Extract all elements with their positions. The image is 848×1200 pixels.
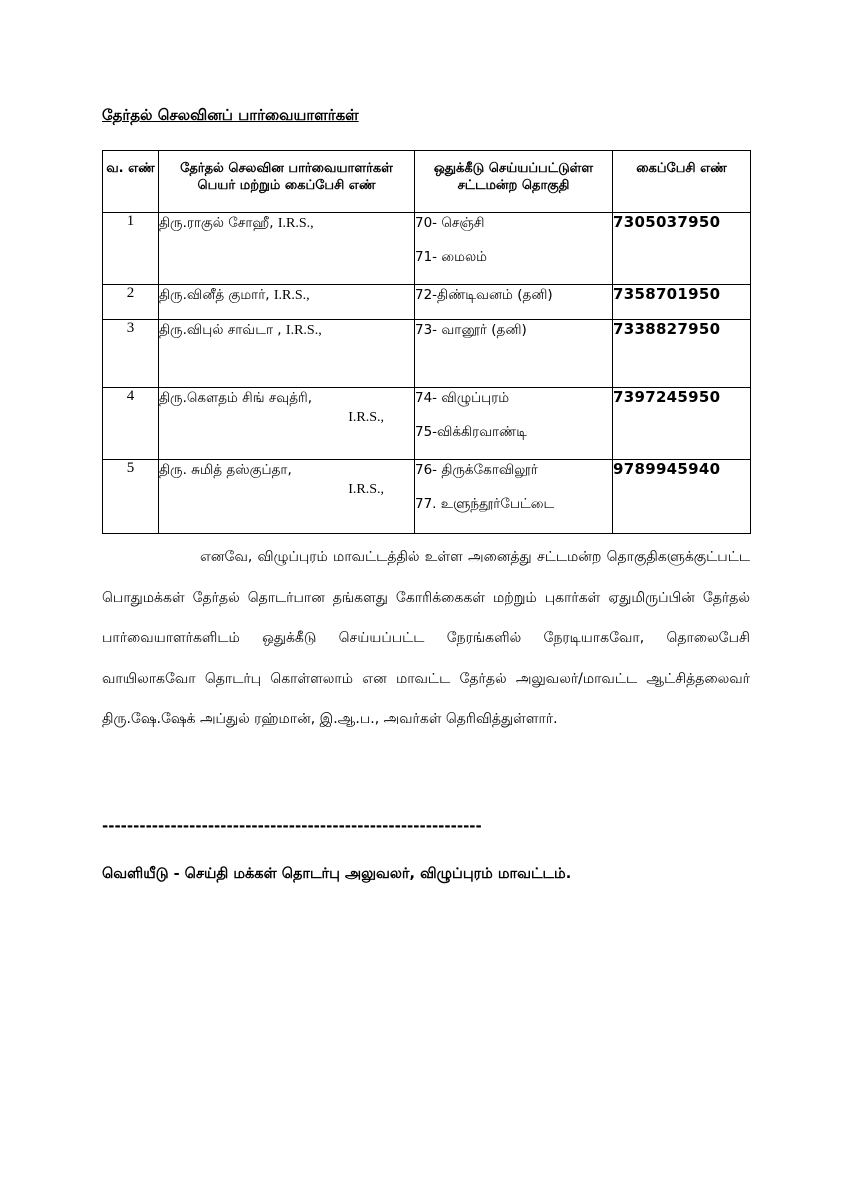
page-heading: தேர்தல் செலவினப் பார்வையாளர்கள் — [102, 106, 359, 124]
separator-line: ------------------------------------------------------------- — [102, 817, 482, 835]
table-row — [103, 320, 751, 388]
irs-suffix: I.R.S., — [348, 410, 384, 425]
constituency: 76- திருக்கோவிலூர் — [415, 462, 538, 478]
header-serial-no: வ. எண் — [103, 151, 159, 213]
constituency: 70- செஞ்சி — [415, 215, 485, 231]
phone-number: 9789945940 — [613, 460, 751, 534]
serial-no: 2 — [103, 285, 159, 320]
header-observer-name: தேர்தல் செலவின பார்வையாளர்கள் பெயர் மற்றும் கைப்பேசி எண் — [159, 151, 415, 213]
header-constituency: ஒதுக்கீடு செய்யப்பட்டுள்ள சட்டமன்ற தொகுதி — [415, 151, 613, 213]
release-footer: வெளியீடு - செய்தி மக்கள் தொடர்பு அலுவலர், விழுப்புரம் மாவட்டம். — [102, 866, 572, 882]
constituency: 71- மைலம் — [415, 249, 488, 265]
constituency-cell — [415, 460, 613, 534]
table-row — [103, 460, 751, 534]
irs-suffix: I.R.S., — [273, 288, 310, 303]
table-header-row — [103, 151, 751, 213]
phone-number: 7338827950 — [613, 320, 751, 388]
observer-name: திரு.ராகுல் சோஹீ, I.R.S., — [159, 213, 415, 285]
header-phone: கைப்பேசி எண் — [613, 151, 751, 213]
serial-no: 5 — [103, 460, 159, 534]
constituency: 75-விக்கிரவாண்டி — [415, 424, 527, 440]
serial-no: 1 — [103, 213, 159, 285]
observer-name: திரு.கௌதம் சிங் சவுத்ரி, I.R.S., — [159, 388, 415, 460]
observers-table — [102, 150, 751, 534]
irs-suffix: I.R.S., — [285, 323, 322, 338]
constituency: 74- விழுப்புரம் — [415, 390, 510, 406]
table-row — [103, 388, 751, 460]
phone-number: 7305037950 — [613, 213, 751, 285]
phone-number: 7397245950 — [613, 388, 751, 460]
serial-no: 4 — [103, 388, 159, 460]
observer-name: திரு.விபுல் சாவ்டா , I.R.S., — [159, 320, 415, 388]
constituency: 72-திண்டிவனம் (தனி) — [415, 287, 553, 303]
constituency: 73- வானூர் (தனி) — [415, 322, 527, 338]
table-row — [103, 285, 751, 320]
phone-number: 7358701950 — [613, 285, 751, 320]
observer-name: திரு. சுமித் தஸ்குப்தா, I.R.S., — [159, 460, 415, 534]
constituency-cell — [415, 388, 613, 460]
constituency: 77. உளுந்தூர்பேட்டை — [415, 496, 555, 512]
irs-suffix: I.R.S., — [348, 482, 384, 497]
observer-name: திரு.வினீத் குமார், I.R.S., — [159, 285, 415, 320]
announcement-paragraph — [102, 537, 750, 740]
constituency-cell — [415, 320, 613, 388]
table-row — [103, 213, 751, 285]
announcement-text: எனவே, விழுப்புரம் மாவட்டத்தில் உள்ள அனைத்து சட்டமன்ற தொகுதிகளுக்குட்பட்ட பொதுமக்கள் தேர்தல் தொடர்பான தங்களது கோரிக்கைகள் மற்றும் புகார்கள் ஏதுமிருப்பின் தேர்தல் பார்வையாளர்களிடம் ஒதுக்கீடு செய்யப்பட்ட நேரங்களில் நேரடியாகவோ, தொலைபேசி வாயிலாகவோ தொடர்பு கொள்ளலாம் என மாவட்ட தேர்தல் அலுவலர்/மாவட்ட ஆட்சித்தலைவர் திரு.ஷே.ஷேக் அப்துல் ரஹ்மான், இ.ஆ.ப., அவர்கள் தெரிவித்துள்ளார். — [102, 549, 750, 727]
constituency-cell — [415, 213, 613, 285]
serial-no: 3 — [103, 320, 159, 388]
constituency-cell — [415, 285, 613, 320]
irs-suffix: I.R.S., — [277, 216, 314, 231]
